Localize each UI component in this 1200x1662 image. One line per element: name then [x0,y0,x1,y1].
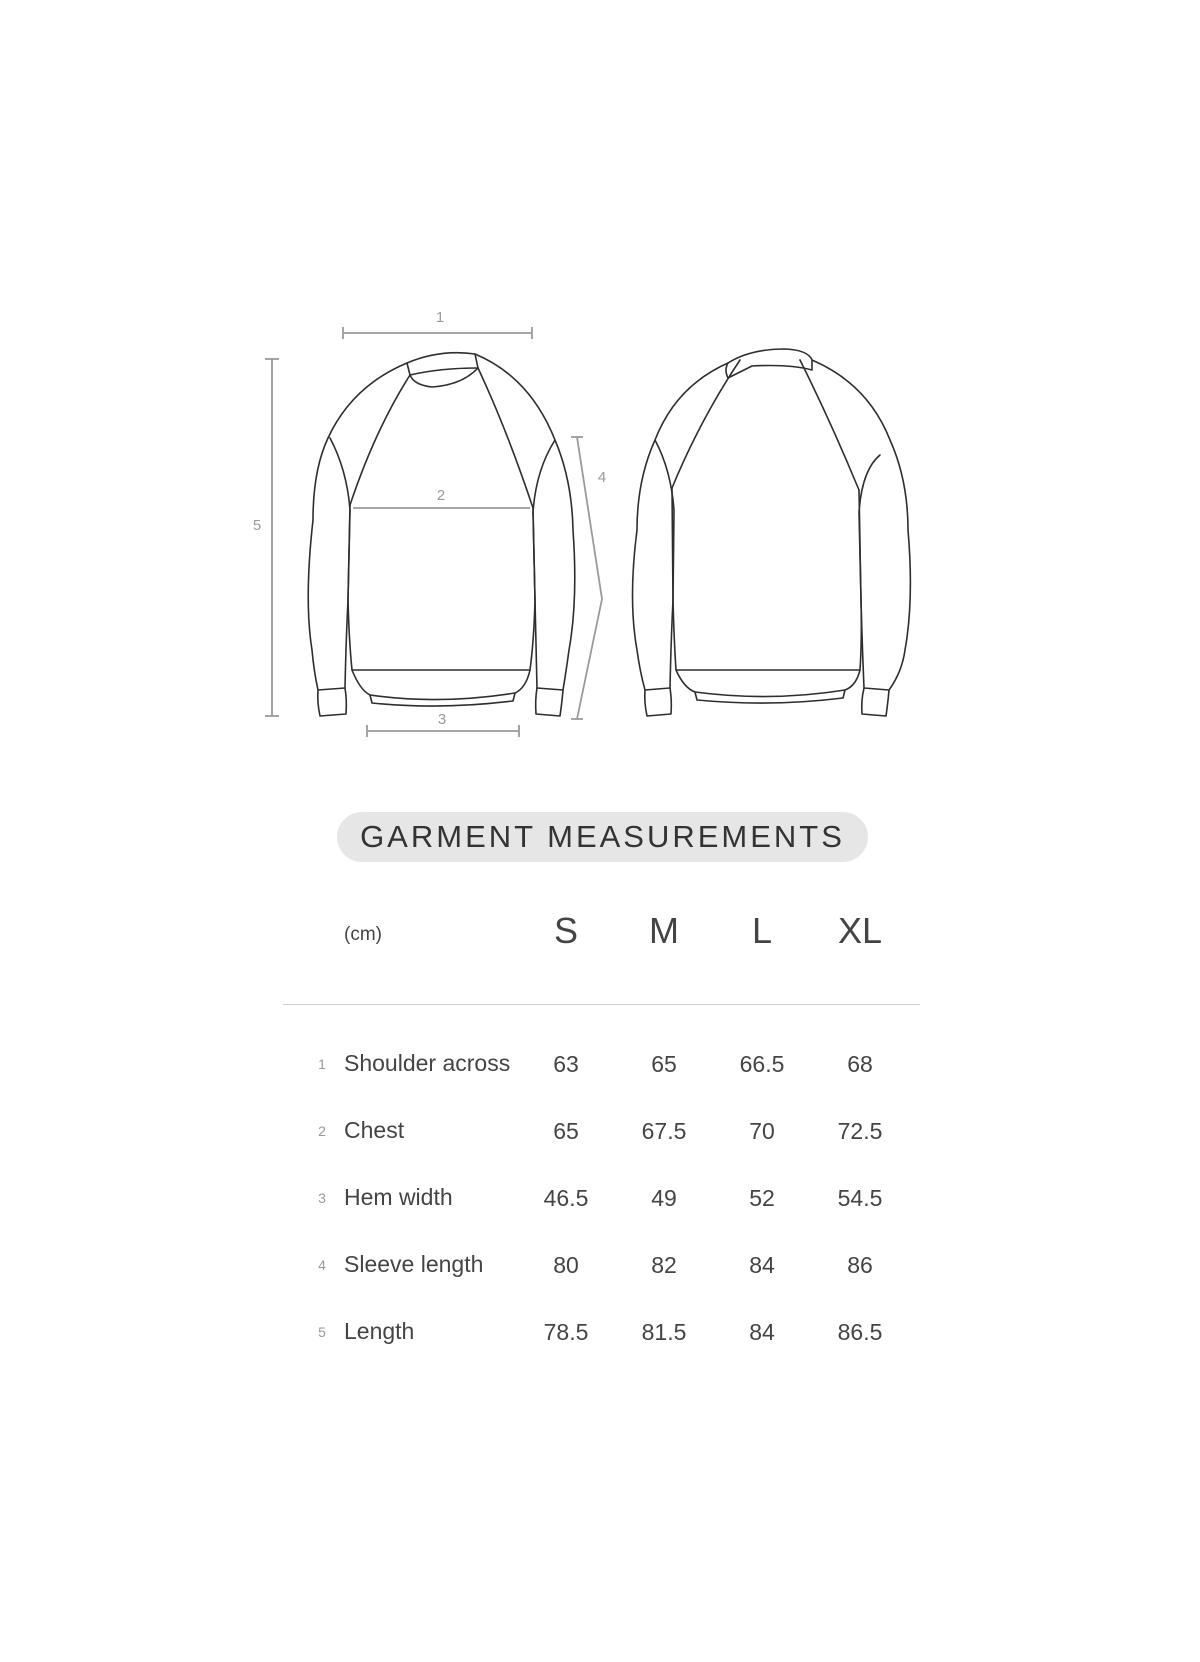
row-label: Chest [344,1117,405,1143]
size-header-l: L [751,910,773,951]
value-m: 81.5 [641,1319,687,1345]
size-header-m: M [649,910,679,951]
garment-measurements-title: GARMENT MEASUREMENTS [337,812,868,862]
value-xl: 86 [847,1252,873,1278]
dimension-label-4: 4 [597,469,607,486]
value-xl: 68 [847,1051,873,1077]
table-row [0,1046,1200,1086]
table-row [0,1314,1200,1354]
dimension-label-1: 1 [435,309,445,326]
dimension-label-5: 5 [252,517,262,534]
value-m: 65 [651,1051,677,1077]
value-s: 78.5 [543,1319,589,1345]
value-m: 49 [651,1185,677,1211]
value-m: 82 [651,1252,677,1278]
sweatshirt-back-view [633,349,911,716]
row-number: 2 [318,1123,326,1139]
table-row [0,1247,1200,1287]
row-label: Length [344,1318,415,1344]
header-divider [283,1004,920,1005]
value-l: 70 [749,1118,775,1144]
row-number: 3 [318,1190,326,1206]
value-l: 84 [749,1319,775,1345]
dimension-label-3: 3 [437,711,447,728]
value-xl: 54.5 [837,1185,883,1211]
unit-label: (cm) [344,924,382,945]
row-label: Shoulder across [344,1050,511,1076]
row-label: Sleeve length [344,1251,484,1277]
table-row [0,1113,1200,1153]
value-s: 63 [553,1051,579,1077]
value-s: 80 [553,1252,579,1278]
sweatshirt-diagram [0,0,1200,760]
value-xl: 72.5 [837,1118,883,1144]
row-label: Hem width [344,1184,453,1210]
dimension-label-2: 2 [436,487,446,504]
row-number: 4 [318,1257,326,1273]
value-s: 46.5 [543,1185,589,1211]
sweatshirt-front-view [253,309,606,737]
row-number: 1 [318,1056,326,1072]
value-l: 66.5 [739,1051,785,1077]
size-header-s: S [553,910,578,951]
value-xl: 86.5 [837,1319,883,1345]
size-header-xl: XL [837,910,883,951]
value-l: 84 [749,1252,775,1278]
value-s: 65 [553,1118,579,1144]
row-number: 5 [318,1324,326,1340]
table-row [0,1180,1200,1220]
size-header-row [0,910,1200,960]
value-m: 67.5 [641,1118,687,1144]
value-l: 52 [749,1185,775,1211]
